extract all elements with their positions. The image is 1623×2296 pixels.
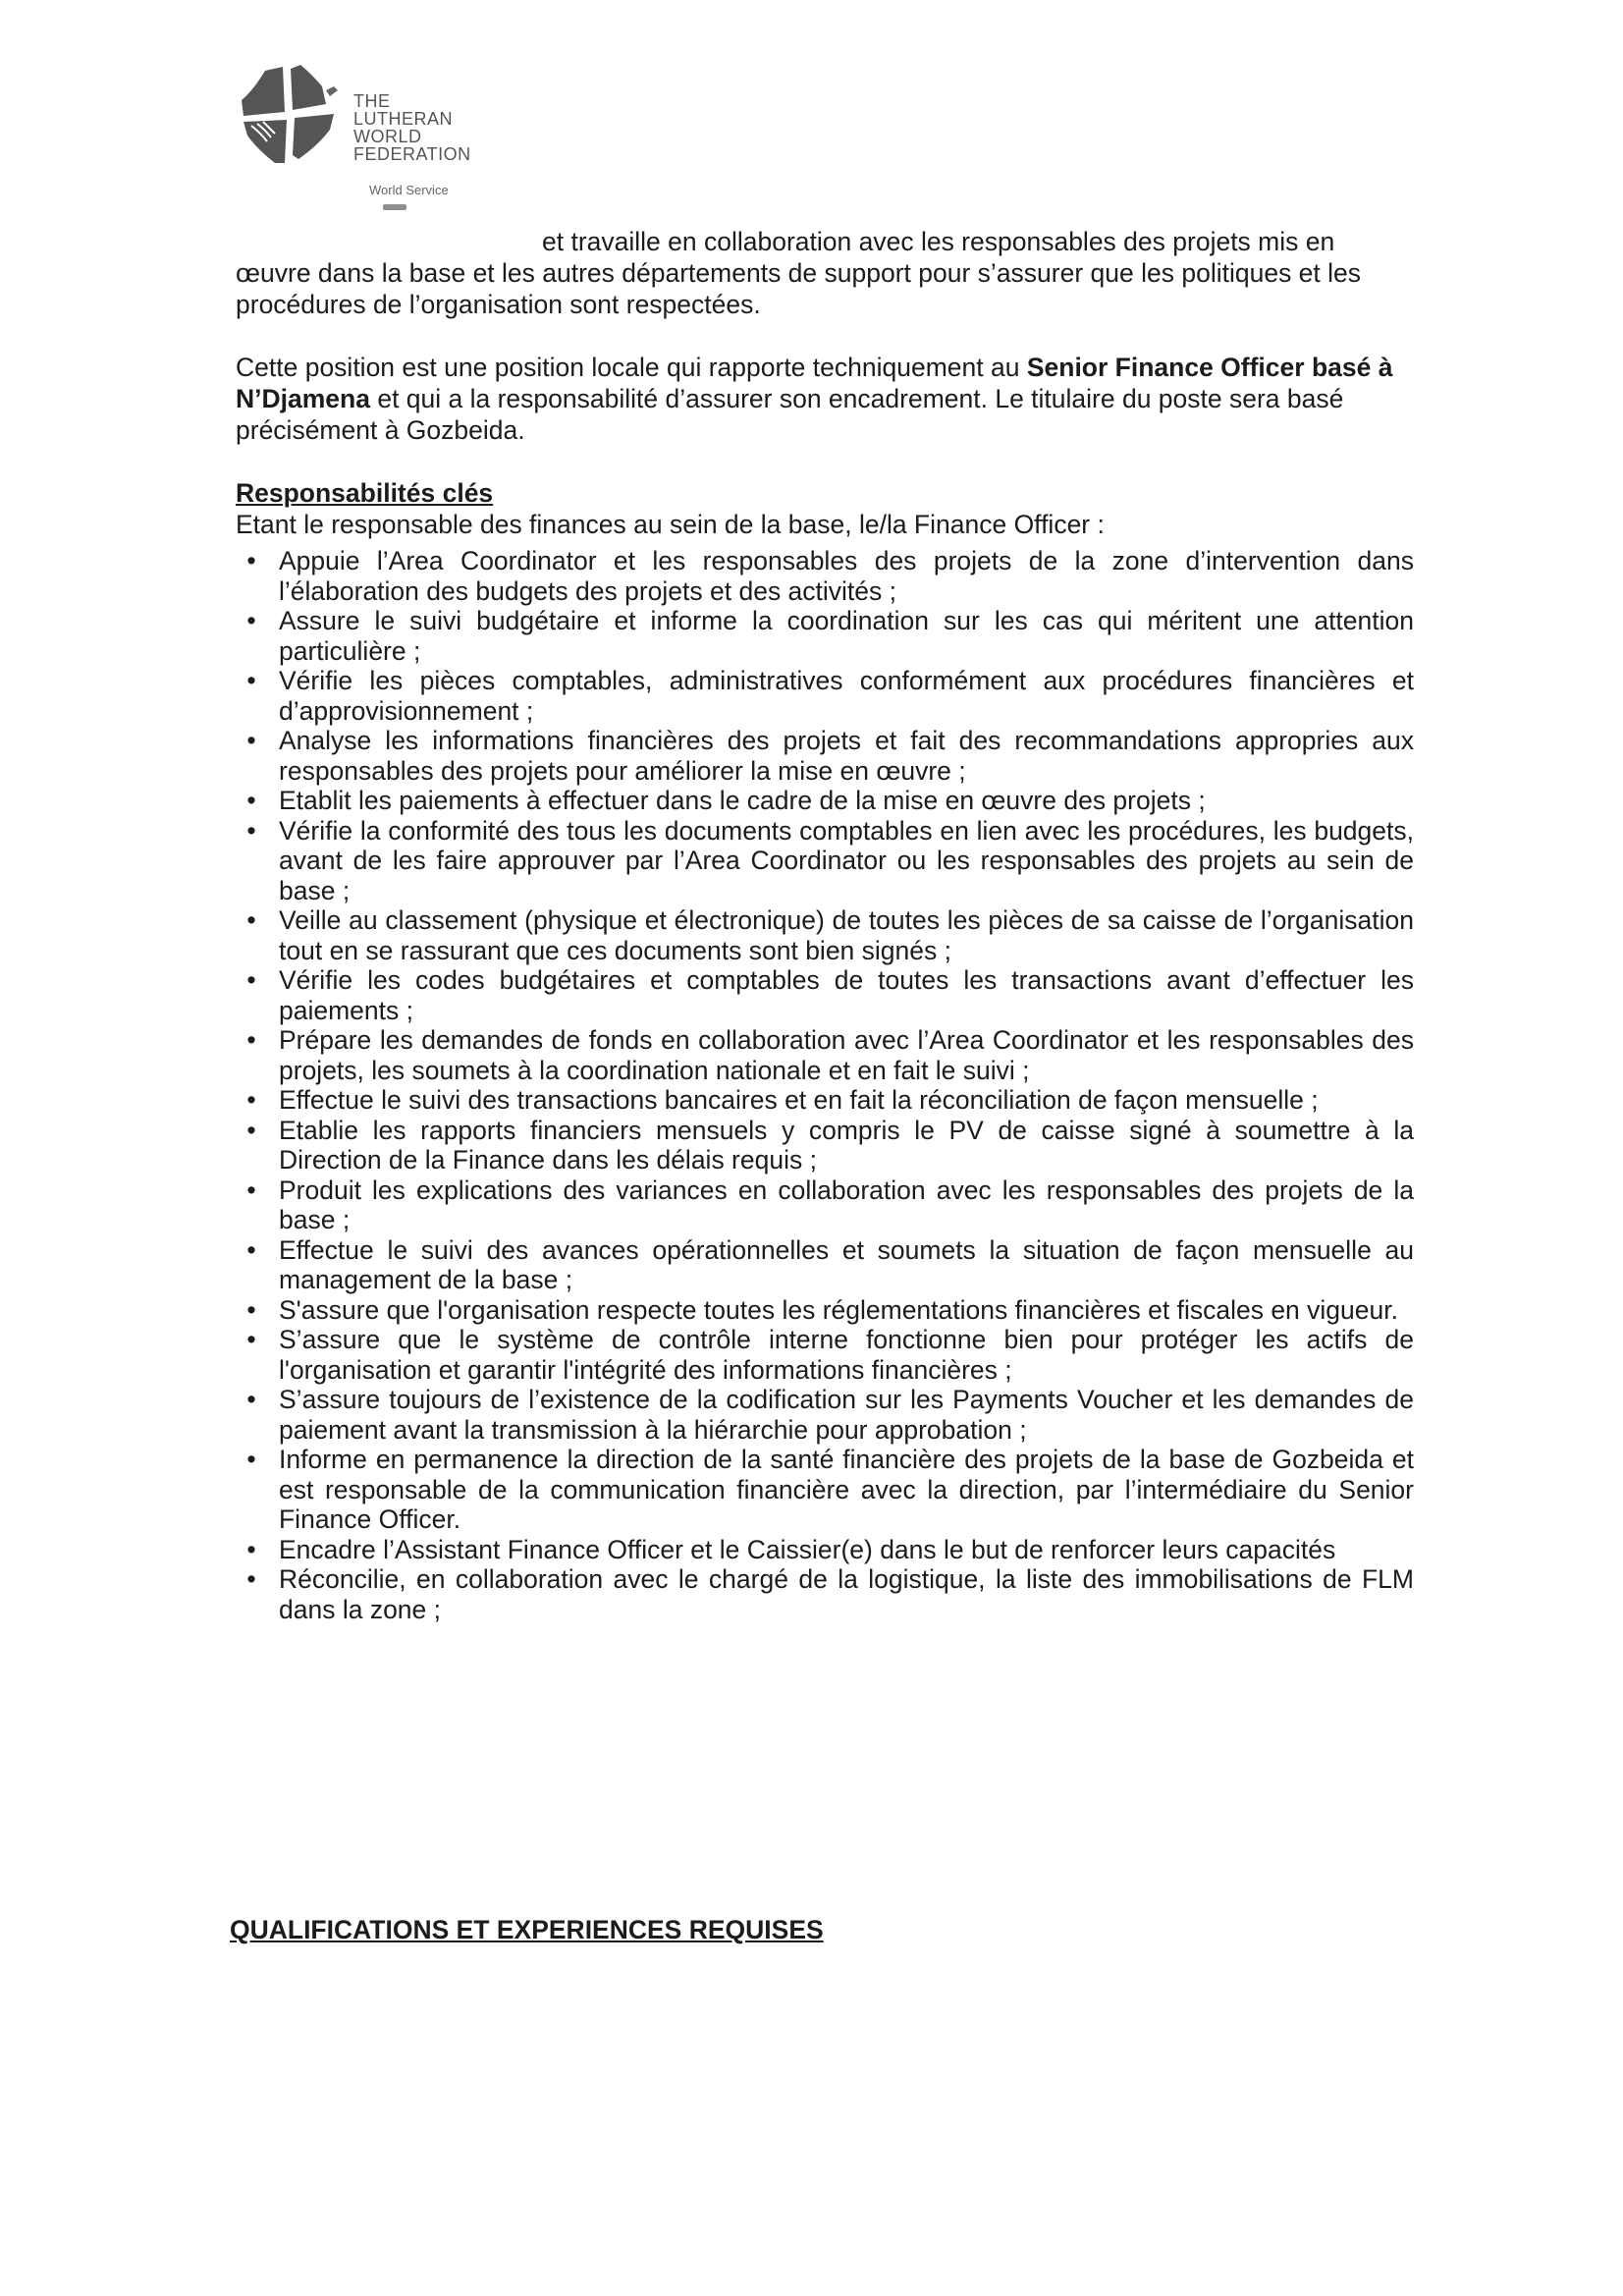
list-item [236, 1535, 1414, 1565]
bullet-icon: • [246, 546, 256, 575]
bullet-icon: • [246, 606, 256, 635]
list-item-text: S’assure que le système de contrôle interne fonctionne bien pour protéger les actifs de l'organisation et garantir l'intégrité des informations financières ; [279, 1325, 1414, 1385]
list-item [236, 726, 1414, 786]
responsibilities-list [236, 546, 1414, 1624]
logo-line: THE [353, 91, 391, 111]
list-item [236, 1175, 1414, 1235]
logo-line: WORLD [353, 127, 422, 146]
list-item-text: Vérifie les codes budgétaires et comptables de toutes les transactions avant d’effectuer les paiements ; [279, 965, 1414, 1025]
logo-subtitle: World Service [369, 183, 449, 197]
list-item-text: Encadre l’Assistant Finance Officer et le Caissier(e) dans le but de renforcer leurs capacités [279, 1534, 1336, 1564]
list-item-text: Prépare les demandes de fonds en collaboration avec l’Area Coordinator et les responsables des projets, les soumets à la coordination nationale et en fait le suivi ; [279, 1025, 1414, 1085]
list-item [236, 786, 1414, 816]
list-item-text: Etablit les paiements à effectuer dans le cadre de la mise en œuvre des projets ; [279, 786, 1206, 815]
bullet-icon: • [246, 666, 256, 695]
bullet-icon: • [246, 1534, 256, 1564]
bullet-icon: • [246, 815, 256, 846]
bullet-icon: • [246, 1445, 256, 1474]
paragraph-position [236, 352, 1414, 446]
bullet-icon: • [246, 905, 256, 935]
bullet-icon: • [246, 1294, 256, 1325]
paragraph-line: et travaille en collaboration avec les responsables des projets mis en [542, 227, 1335, 256]
list-item-text: Assure le suivi budgétaire et informe la coordination sur les cas qui méritent une attention particulière ; [279, 606, 1414, 666]
logo-mark-small [383, 204, 406, 210]
list-item-text: Appuie l’Area Coordinator et les responsables des projets de la zone d’intervention dans l’élaboration des budgets des projets et des activités ; [279, 546, 1414, 606]
list-item [236, 965, 1414, 1025]
document-body [236, 226, 1414, 1624]
bullet-icon: • [246, 1234, 256, 1265]
list-item [236, 1295, 1414, 1326]
list-item-text: Produit les explications des variances en collaboration avec les responsables des projets de la base ; [279, 1175, 1414, 1234]
list-item [236, 1385, 1414, 1445]
list-item-text: Analyse les informations financières des projets et fait des recommandations appropries aux responsables des projets pour améliorer la mise en œuvre ; [279, 726, 1414, 786]
paragraph-bold-text: Senior Finance Officer basé à N’Djamena [236, 353, 1393, 413]
list-item-text: Etablie les rapports financiers mensuels y compris le PV de caisse signé à soumettre à la Direction de la Finance dans les délais requis ; [279, 1115, 1414, 1175]
bullet-icon: • [246, 1175, 256, 1205]
section-title-qualifications: QUALIFICATIONS ET EXPERIENCES REQUISES [230, 1915, 824, 1944]
paragraph-text: œuvre dans la base et les autres départements de support pour s’assurer que les politiques et les procédures de l’organisation sont respectées. [236, 258, 1362, 319]
bullet-icon: • [246, 786, 256, 815]
logo-wordmark [353, 92, 471, 163]
list-item-text: Vérifie les pièces comptables, administratives conformément aux procédures financières et d’approvisionnement ; [279, 666, 1414, 726]
list-item-text: Informe en permanence la direction de la santé financière des projets de la base de Gozbeida et est responsable de la communication financière avec la direction, par l’intermédiaire du Senior Finance Officer. [279, 1445, 1414, 1534]
bullet-icon: • [246, 1385, 256, 1414]
list-item [236, 546, 1414, 606]
list-item [236, 1025, 1414, 1085]
paragraph-collaboration [236, 226, 1414, 320]
list-item [236, 1116, 1414, 1175]
bullet-icon: • [246, 1025, 256, 1055]
section-title-responsibilities: Responsabilités clés [236, 478, 494, 508]
list-item-text: S’assure toujours de l’existence de la codification sur les Payments Voucher et les demandes de paiement avant la transmission à la hiérarchie pour approbation ; [279, 1385, 1414, 1445]
responsibilities-intro: Etant le responsable des finances au sein de la base, le/la Finance Officer : [236, 510, 1105, 539]
list-item [236, 1445, 1414, 1535]
list-item [236, 606, 1414, 666]
paragraph-text: et qui a la responsabilité d’assurer son encadrement. Le titulaire du poste sera basé précisément à Gozbeida. [236, 384, 1344, 445]
bullet-icon: • [246, 965, 256, 995]
list-item-text: Vérifie la conformité des tous les documents comptables en lien avec les procédures, les budgets, avant de les faire approuver par l’Area Coordinator ou les responsables des projets au sein de base ; [279, 815, 1414, 905]
bullet-icon: • [246, 726, 256, 755]
logo-line: LUTHERAN [353, 109, 454, 129]
list-item [236, 1325, 1414, 1385]
list-item [236, 816, 1414, 906]
organization-logo [236, 61, 471, 218]
list-item [236, 905, 1414, 965]
list-item [236, 666, 1414, 726]
logo-line: FEDERATION [353, 144, 471, 164]
list-item-text: Effectue le suivi des transactions bancaires et en fait la réconciliation de façon mensuelle ; [279, 1085, 1319, 1115]
list-item-text: Réconcilie, en collaboration avec le chargé de la logistique, la liste des immobilisations de FLM dans la zone ; [279, 1564, 1414, 1624]
lwf-hands-cross-logo-icon [236, 61, 344, 169]
bullet-icon: • [246, 1115, 256, 1145]
paragraph-text: Cette position est une position locale qui rapporte techniquement au [236, 353, 1027, 382]
list-item-text: Effectue le suivi des avances opérationnelles et soumets la situation de façon mensuelle au management de la base ; [279, 1234, 1414, 1294]
list-item [236, 1085, 1414, 1116]
bullet-icon: • [246, 1325, 256, 1354]
list-item [236, 1564, 1414, 1624]
bullet-icon: • [246, 1085, 256, 1115]
list-item-text: Veille au classement (physique et électronique) de toutes les pièces de sa caisse de l’organisation tout en se rassurant que ces documents sont bien signés ; [279, 905, 1414, 965]
list-item [236, 1235, 1414, 1295]
list-item-text: S'assure que l'organisation respecte toutes les réglementations financières et fiscales en vigueur. [279, 1294, 1398, 1325]
bullet-icon: • [246, 1564, 256, 1594]
